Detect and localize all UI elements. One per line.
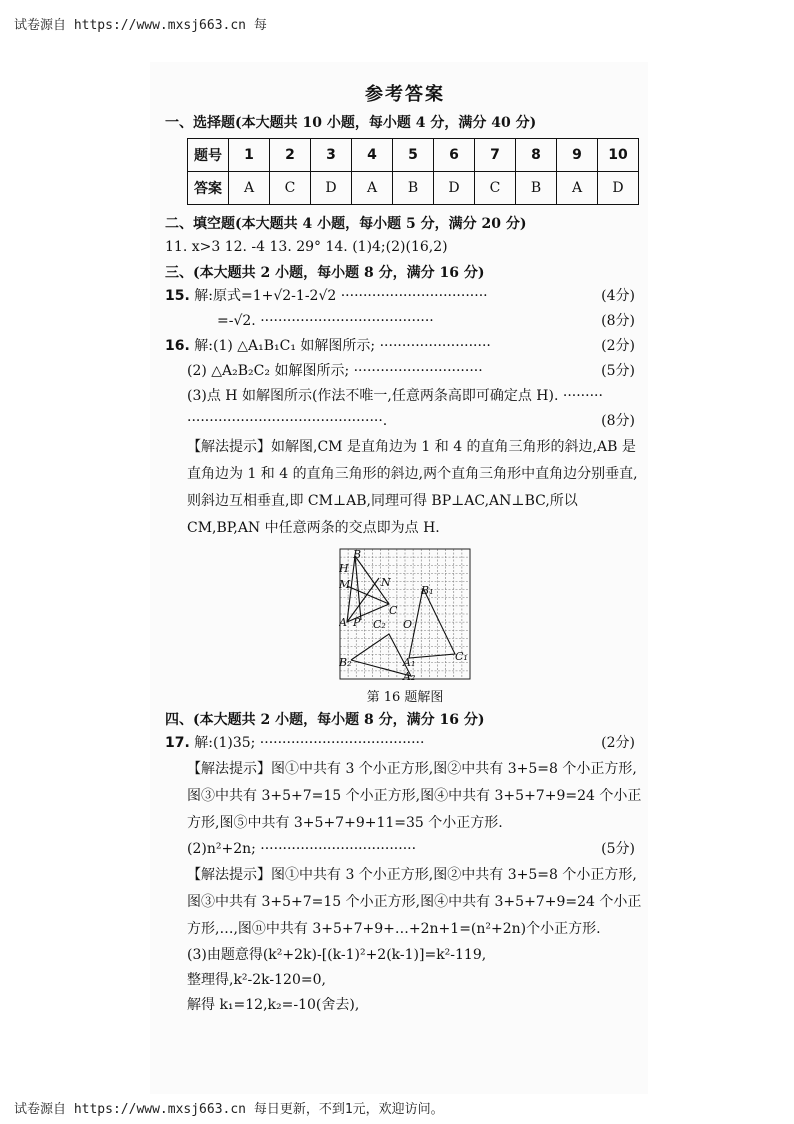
q16-figure — [165, 548, 645, 684]
table-cell: 4 — [352, 139, 393, 172]
answer-content — [165, 80, 645, 1018]
table-cell: D — [434, 172, 475, 205]
section-2-heading: 二、填空题(本大题共 4 小题，每小题 5 分，满分 20 分) — [165, 216, 527, 232]
q16-step-1: 解:(1) △A₁B₁C₁ 如解图所示; ························· — [194, 338, 491, 354]
table-cell: A — [557, 172, 598, 205]
q16-step-3: (3)点 H 如解图所示(作法不唯一,任意两条高即可确定点 H). ········· — [187, 388, 603, 404]
table-cell: C — [270, 172, 311, 205]
label-a1: A₁ — [403, 656, 416, 669]
section-3-heading: 三、(本大题共 2 小题，每小题 8 分，满分 16 分) — [165, 265, 485, 281]
answer-table — [187, 138, 639, 205]
table-cell: 10 — [598, 139, 639, 172]
label-a: A — [339, 616, 347, 629]
q16-points-4: (8分) — [601, 413, 635, 429]
label-n: N — [381, 576, 391, 589]
table-cell: 1 — [229, 139, 270, 172]
q15-points-2: (8分) — [601, 313, 635, 329]
q17-hint-2: 【解法提示】图①中共有 3 个小正方形,图②中共有 3+5=8 个小正方形,图③中共有 3+5+7=15 个小正方形,图④中共有 3+5+7+9=24 个小正方形,…,图ⓝ中共有 3+5+7+9+…+2n+1=(n²+2n)个小正方形. — [187, 867, 642, 937]
section-1-heading: 一、选择题(本大题共 10 小题，每小题 4 分，满分 40 分) — [165, 115, 537, 131]
triangle-a1b1c1 — [409, 588, 455, 658]
label-b: B — [353, 548, 362, 561]
figure-caption: 第 16 题解图 — [366, 690, 444, 705]
fill-in-answers: 11. x>3 12. -4 13. 29° 14. (1)4;(2)(16,2) — [165, 239, 448, 255]
label-h: H — [339, 562, 349, 575]
q17-step-1: 解:(1)35; ····································· — [194, 735, 425, 751]
q16-step-4: ············································. — [187, 413, 388, 429]
answer-table-answer-row — [188, 172, 639, 205]
q17-points-1: (2分) — [601, 735, 635, 751]
q15-step-2: =-√2. ······································· — [217, 313, 434, 329]
q17-label: 17. — [165, 735, 190, 751]
label-b2: B₂ — [339, 656, 352, 669]
table-cell: D — [311, 172, 352, 205]
q16-line-2 — [165, 359, 645, 384]
q16-line-4 — [165, 409, 645, 434]
table-cell: 6 — [434, 139, 475, 172]
q16-points-2: (5分) — [601, 363, 635, 379]
q17-line-1 — [165, 731, 645, 756]
label-p: P — [353, 616, 361, 629]
table-cell: A — [229, 172, 270, 205]
label-c1: C₁ — [455, 650, 468, 663]
grid-figure — [339, 548, 471, 680]
label-b1: B₁ — [421, 584, 434, 597]
q15-points-1: (4分) — [601, 288, 635, 304]
q16-line-1 — [165, 334, 645, 359]
table-cell: B — [516, 172, 557, 205]
q17-line-4: 整理得,k²-2k-120=0, — [187, 972, 326, 988]
table-cell: B — [393, 172, 434, 205]
table-header-label: 题号 — [188, 139, 229, 172]
q17-points-2: (5分) — [601, 841, 635, 857]
label-o: O — [403, 618, 413, 631]
q17-line-2 — [165, 837, 645, 862]
triangle-a2b2c2 — [351, 634, 411, 676]
q15-step-1: 解:原式=1+√2-1-2√2 ································· — [194, 288, 488, 304]
table-answer-label: 答案 — [188, 172, 229, 205]
page-title: 参考答案 — [365, 84, 445, 105]
q17-line-3: (3)由题意得(k²+2k)-[(k-1)²+2(k-1)]=k²-119, — [187, 947, 487, 963]
table-cell: 5 — [393, 139, 434, 172]
q16-step-2: (2) △A₂B₂C₂ 如解图所示; ····························· — [187, 363, 483, 379]
q16-hint: 【解法提示】如解图,CM 是直角边为 1 和 4 的直角三角形的斜边,AB 是直角边为 1 和 4 的直角三角形的斜边,两个直角三角形中直角边分别垂直,则斜边互相垂直,即 CM⊥AB,同理可得 BP⊥AC,AN⊥BC,所以 CM,BP,AN 中任意两条的交点即为点 H. — [187, 439, 638, 536]
q17-hint-1: 【解法提示】图①中共有 3 个小正方形,图②中共有 3+5=8 个小正方形,图③中共有 3+5+7=15 个小正方形,图④中共有 3+5+7+9=24 个小正方形,图⑤中共有 3+5+7+9+11=35 个小正方形. — [187, 761, 642, 831]
q17-step-2: (2)n²+2n; ··································· — [187, 841, 417, 857]
table-cell: 7 — [475, 139, 516, 172]
watermark-bottom: 试卷源自 https://www.mxsj663.cn 每日更新，不到1元，欢迎访问。 — [14, 1102, 444, 1117]
q15-label: 15. — [165, 288, 190, 304]
label-c: C — [389, 604, 398, 617]
q16-label: 16. — [165, 338, 190, 354]
table-cell: C — [475, 172, 516, 205]
q16-line-3 — [165, 384, 645, 409]
q15-line-2 — [165, 309, 645, 334]
table-cell: 2 — [270, 139, 311, 172]
q17-line-5: 解得 k₁=12,k₂=-10(舍去), — [187, 997, 360, 1013]
answer-table-number-row — [188, 139, 639, 172]
q16-points-1: (2分) — [601, 338, 635, 354]
table-cell: D — [598, 172, 639, 205]
section-4-heading: 四、(本大题共 2 小题，每小题 8 分，满分 16 分) — [165, 712, 485, 728]
watermark-top: 试卷源自 https://www.mxsj663.cn 每 — [14, 18, 267, 33]
table-cell: 3 — [311, 139, 352, 172]
label-a2: A₂ — [403, 670, 416, 680]
table-cell: 8 — [516, 139, 557, 172]
table-cell: A — [352, 172, 393, 205]
label-m: M — [339, 578, 351, 591]
table-cell: 9 — [557, 139, 598, 172]
label-c2: C₂ — [373, 618, 386, 631]
q15-line-1 — [165, 284, 645, 309]
